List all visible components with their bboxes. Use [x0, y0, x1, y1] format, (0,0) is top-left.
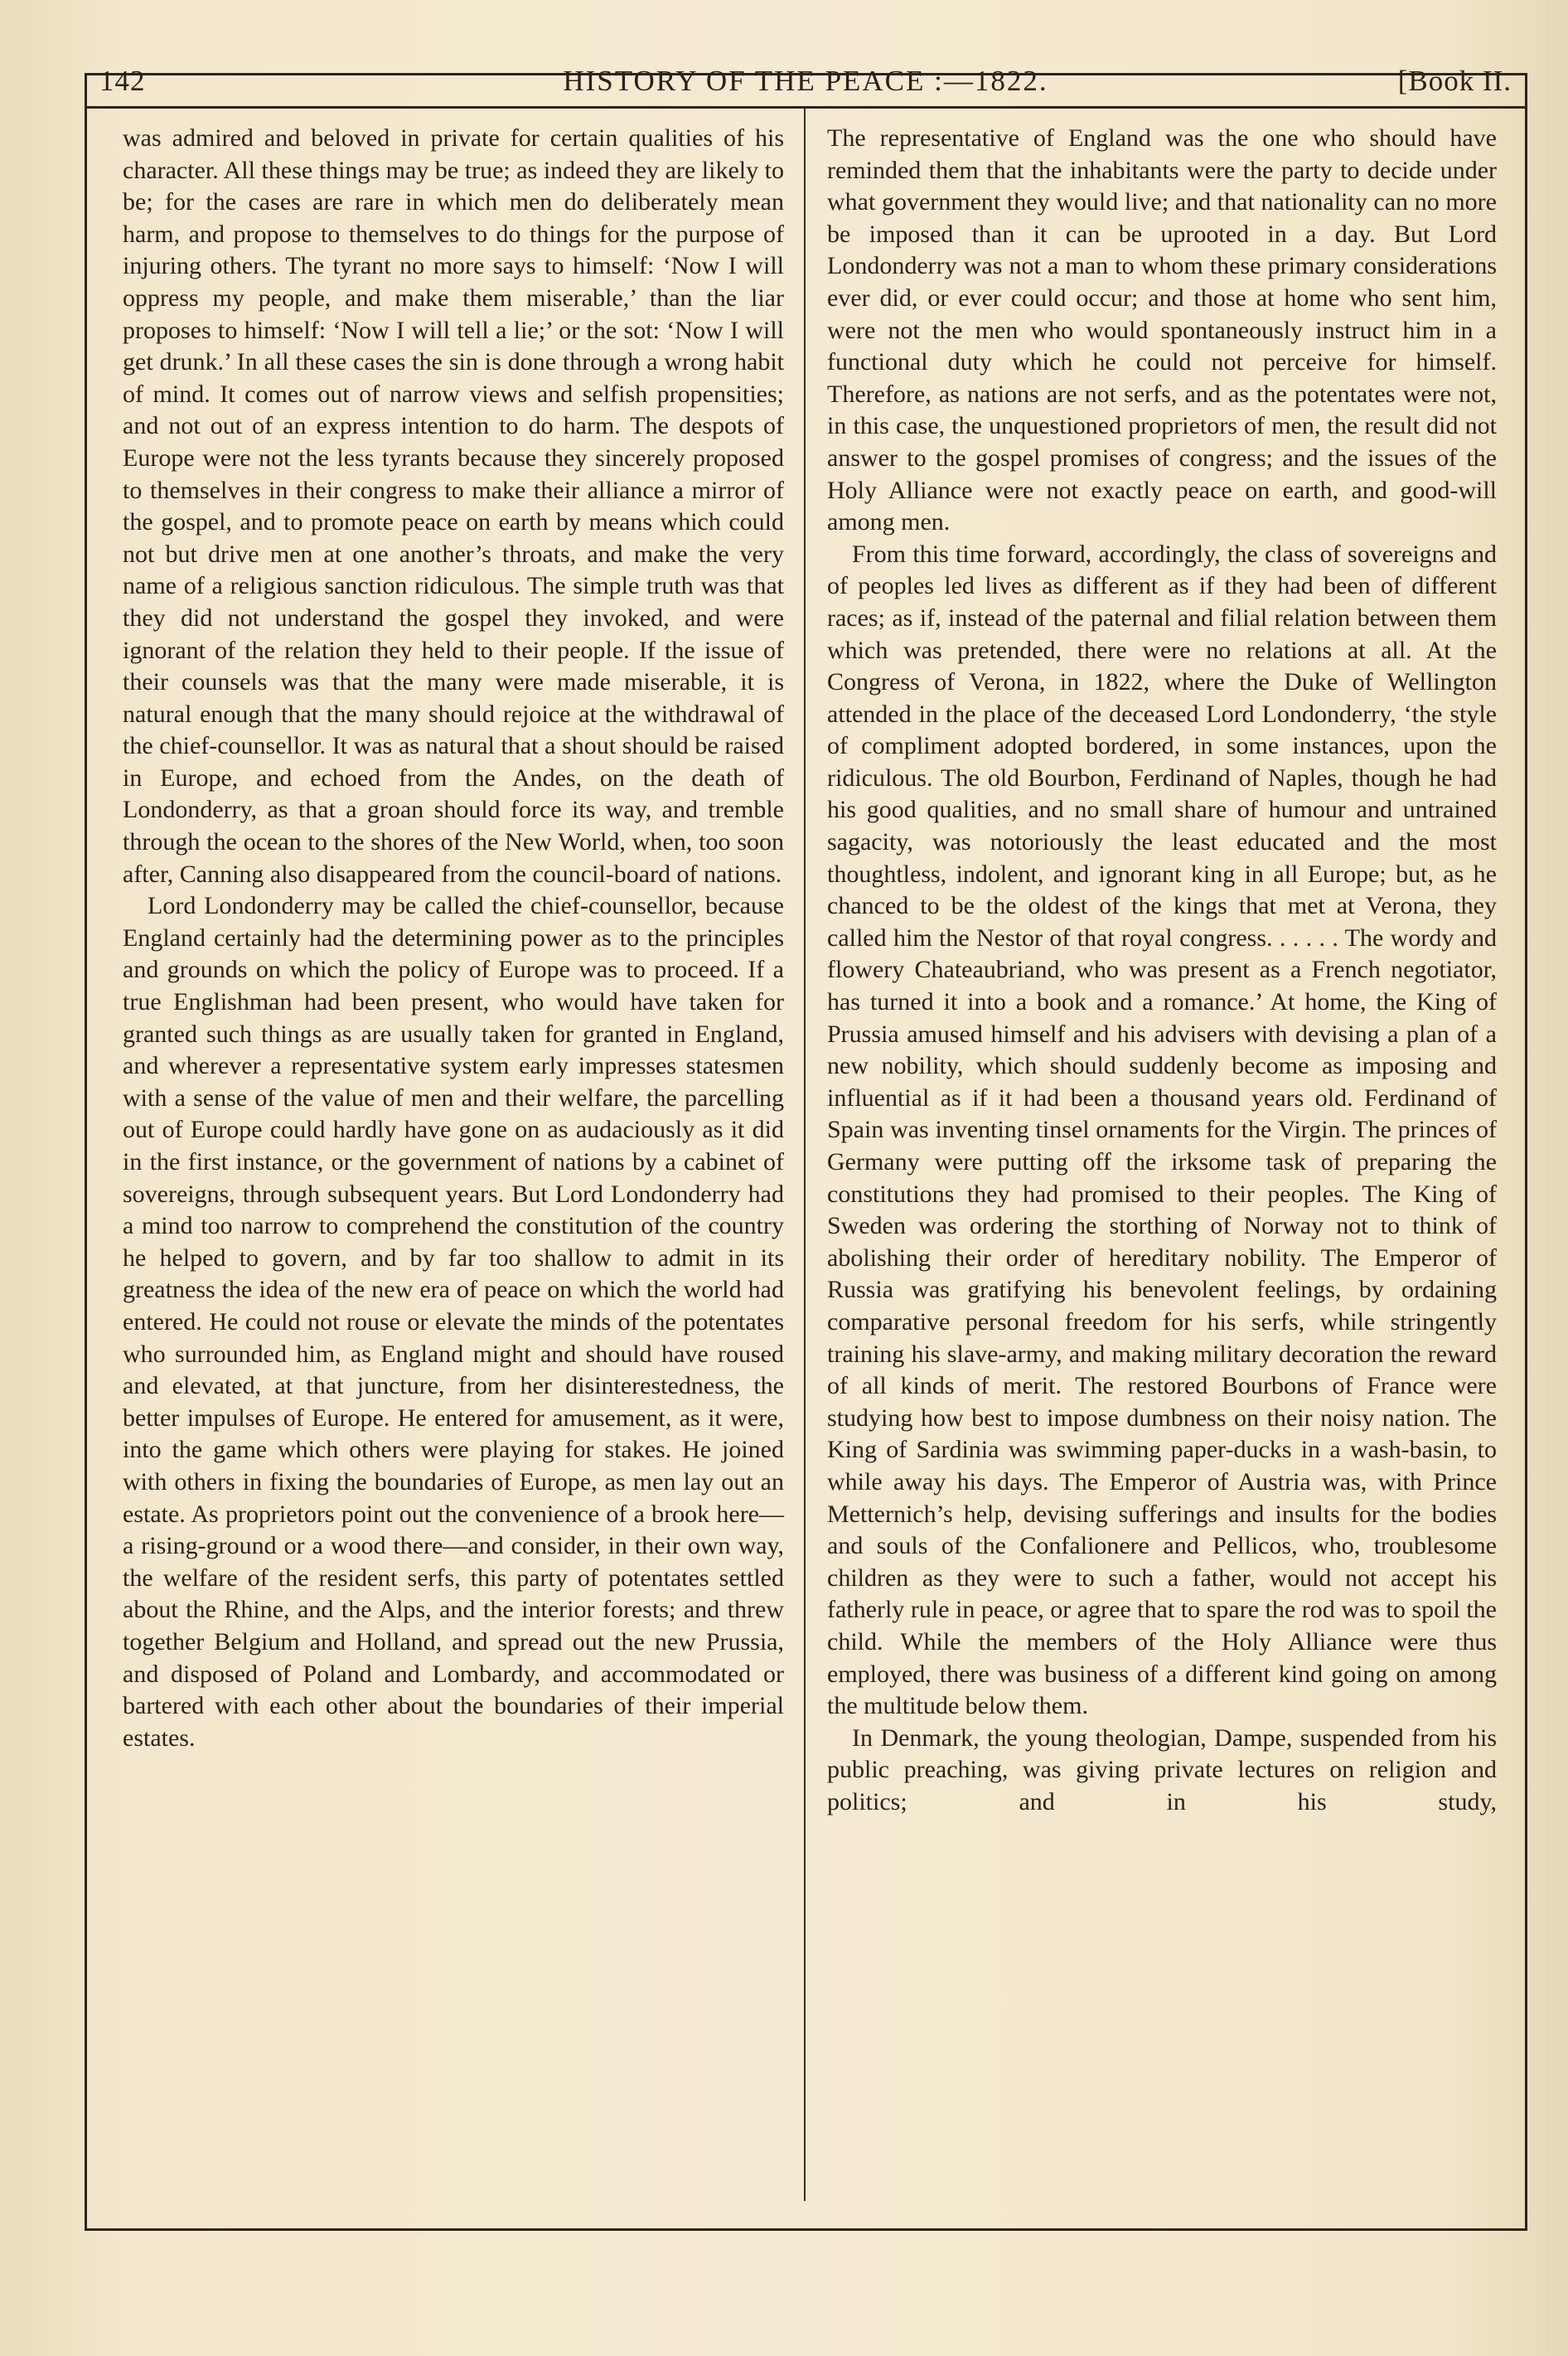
right-paragraph-3: In Denmark, the young theologian, Dampe, suspended from his public preaching, was giving private lectures on religion and politics; and in his study, — [827, 1723, 1497, 1815]
bottom-rule — [85, 2228, 1527, 2231]
column-divider — [804, 109, 806, 2201]
left-paragraph-1: was admired and beloved in private for certain qualities of his character. All these things may be true; as indeed they are likely to be; for the cases are rare in which men do deliberately mean harm, and propose to themselves to do things for the purpose of injuring others. The tyrant no more says to himself: ‘Now I will oppress my people, and make them miserable,’ than the liar proposes to himself: ‘Now I will tell a lie;’ or the sot: ‘Now I will get drunk.’ In all these cases the sin is done through a wrong habit of mind. It comes out of narrow views and selfish propensities; and not out of an express intention to do harm. The despots of Europe were not the less tyrants because they sincerely proposed to themselves in their congress to make their alliance a mirror of the gospel, and to promote peace on earth by means which could not but drive men at one another’s throats, and make the very name of a religious sanction ridiculous. The simple truth was that they did not understand the gospel they invoked, and were ignorant of the relation they held to their people. If the issue of their counsels was that the many were made miserable, it is natural enough that the many should rejoice at the withdrawal of the chief-counsellor. It was as natural that a shout should be raised in Europe, and echoed from the Andes, on the death of Londonderry, as that a groan should force its way, and tremble through the ocean to the shores of the New World, when, too soon after, Canning also disappeared from the council-board of nations. — [123, 124, 784, 888]
right-paragraph-2: From this time forward, accordingly, the class of sovereigns and of peoples led lives as different as if they had been of different races; as if, instead of the paternal and filial relation between them which was pretended, there were no relations at all. At the Congress of Verona, in 1822, where the Duke of Wellington attended in the place of the deceased Lord Londonderry, ‘the style of compliment adopted bordered, in some instances, upon the ridiculous. The old Bourbon, Ferdinand of Naples, though he had his good qualities, and no small share of humour and untrained sagacity, was notoriously the least educated and the most thoughtless, indolent, and ignorant king in all Europe; but, as he chanced to be the oldest of the kings that met at Verona, they called him the Nestor of that royal congress. . . . . . The wordy and flowery Chateaubriand, who was present as a French negotiator, has turned it into a book and a romance.’ At home, the King of Prussia amused himself and his advisers with devising a plan of a new nobility, which should suddenly become as imposing and influential as if it had been a thousand years old. Ferdinand of Spain was inventing tinsel ornaments for the Virgin. The princes of Germany were putting off the irksome task of preparing the constitutions they had promised to their peoples. The King of Sweden was ordering the storthing of Norway not to think of abolishing their order of hereditary nobility. The Emperor of Russia was gratifying his benevolent feelings, by ordaining comparative personal freedom for his serfs, while stringently training his slave-army, and making military decoration the reward of all kinds of merit. The restored Bourbons of France were studying how best to impose dumbness on their noisy nation. The King of Sardinia was swimming paper-ducks in a wash-basin, to while away his days. The Emperor of Austria was, with Prince Metternich’s help, devising sufferings and insults for the bodies and souls of the Confalionere and Pellicos, who, troublesome children as they were to such a father, would not accept his fatherly rule in peace, or agree that to spare the rod was to spoil the child. While the members of the Holy Alliance were thus employed, there was business of a different kind going on among the multitude below them. — [827, 540, 1497, 1720]
running-title: HISTORY OF THE PEACE :—1822. — [563, 65, 1048, 97]
left-border — [85, 73, 87, 2230]
right-paragraph-1: The representative of England was the one who should have reminded them that the inhabitants were the party to decide under what government they would live; and that nationality can no more be imposed than it can be uprooted in a day. But Lord Londonderry was not a man to whom these primary considerations ever did, or ever could occur; and those at home who sent him, were not the men who would spontaneously instruct him in a functional duty which he could not perceive for himself. Therefore, as nations are not serfs, and as the potentates were not, in this case, the unquestioned proprietors of men, the result did not answer to the gospel promises of congress; and the issues of the Holy Alliance were not exactly peace on earth, and good-will among men. — [827, 124, 1497, 536]
book-label: [Book II. — [1397, 65, 1512, 97]
left-paragraph-2: Lord Londonderry may be called the chief-counsellor, because England certainly had the determining power as to the principles and grounds on which the policy of Europe was to proceed. If a true Englishman had been present, who would have taken for granted such things as are usually taken for granted in England, and wherever a representative system early impresses statesmen with a sense of the value of men and their welfare, the parcelling out of Europe could hardly have gone on as audaciously as it did in the first instance, or the government of nations by a cabinet of sovereigns, through subsequent years. But Lord Londonderry had a mind too narrow to comprehend the constitution of the country he helped to govern, and by far too shallow to admit in its greatness the idea of the new era of peace on which the world had entered. He could not rouse or elevate the minds of the potentates who surrounded him, as England might and should have roused and elevated, at that juncture, from her disinterestedness, the better impulses of Europe. He entered for amusement, as it were, into the game which others were playing for stakes. He joined with others in fixing the boundaries of Europe, as men lay out an estate. As proprietors point out the convenience of a brook here—a rising-ground or a wood there—and consider, in their own way, the welfare of the resident serfs, this party of potentates settled about the Rhine, and the Alps, and the interior forests; and threw together Belgium and Holland, and spread out the new Prussia, and disposed of Poland and Lombardy, and accommodated or bartered with each other about the boundaries of their imperial estates. — [123, 892, 784, 1752]
right-border — [1525, 73, 1527, 2230]
running-header — [93, 65, 1518, 108]
left-column — [123, 123, 784, 1754]
right-column — [827, 123, 1497, 1818]
page-number: 142 — [99, 65, 146, 97]
